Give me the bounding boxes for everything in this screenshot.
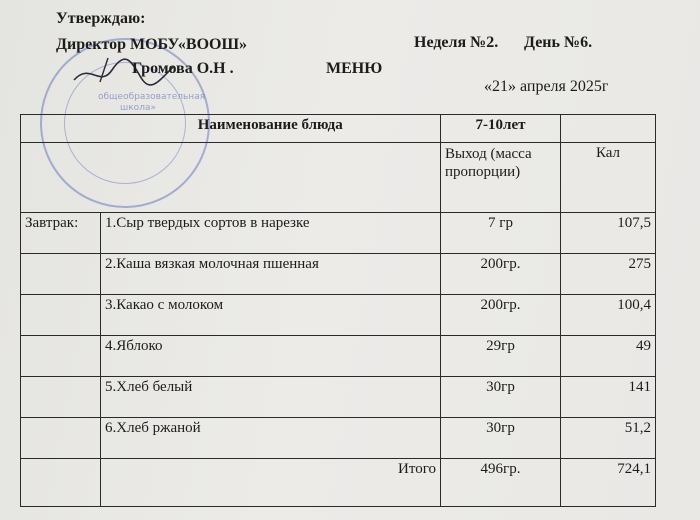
dish-name: 5.Хлеб белый [101, 377, 441, 418]
week-label: Неделя №2. [414, 34, 499, 51]
dish-output: 30гр [441, 377, 561, 418]
header-kal: Кал [561, 143, 656, 213]
dish-output: 7 гр [441, 213, 561, 254]
header-age: 7-10лет [441, 115, 561, 143]
menu-date: «21» апреля 2025г [484, 78, 609, 95]
dish-name: 2.Каша вязкая молочная пшенная [101, 254, 441, 295]
menu-table [20, 114, 656, 507]
director-name: Громова О.Н . [132, 60, 234, 77]
table-row [21, 213, 656, 254]
dish-output: 29гр [441, 336, 561, 377]
total-output: 496гр. [441, 459, 561, 507]
table-row [21, 377, 656, 418]
dish-output: 200гр. [441, 254, 561, 295]
dish-kal: 141 [561, 377, 656, 418]
header-output: Выход (масса пропорции) [441, 143, 561, 213]
total-label: Итого [101, 459, 441, 507]
dish-name: 6.Хлеб ржаной [101, 418, 441, 459]
table-row [21, 336, 656, 377]
stamp-text: общеобразовательная школа» [98, 92, 206, 113]
total-kal: 724,1 [561, 459, 656, 507]
total-row [21, 459, 656, 507]
table-subheader-row [21, 143, 656, 213]
dish-name: 3.Какао с молоком [101, 295, 441, 336]
dish-kal: 100,4 [561, 295, 656, 336]
day-label: День №6. [524, 34, 593, 51]
document-title: МЕНЮ [326, 60, 383, 77]
dish-output: 200гр. [441, 295, 561, 336]
dish-name: 4.Яблоко [101, 336, 441, 377]
dish-output: 30гр [441, 418, 561, 459]
table-row [21, 254, 656, 295]
dish-name: 1.Сыр твердых сортов в нарезке [101, 213, 441, 254]
dish-kal: 49 [561, 336, 656, 377]
dish-kal: 51,2 [561, 418, 656, 459]
table-row [21, 295, 656, 336]
dish-kal: 107,5 [561, 213, 656, 254]
table-row [21, 418, 656, 459]
dish-kal: 275 [561, 254, 656, 295]
meal-label: Завтрак: [21, 213, 101, 254]
header-dish: Наименование блюда [101, 115, 441, 143]
table-header-row [21, 115, 656, 143]
approve-label: Утверждаю: [56, 10, 146, 27]
director-title: Директор МОБУ«ВООШ» [56, 36, 248, 53]
